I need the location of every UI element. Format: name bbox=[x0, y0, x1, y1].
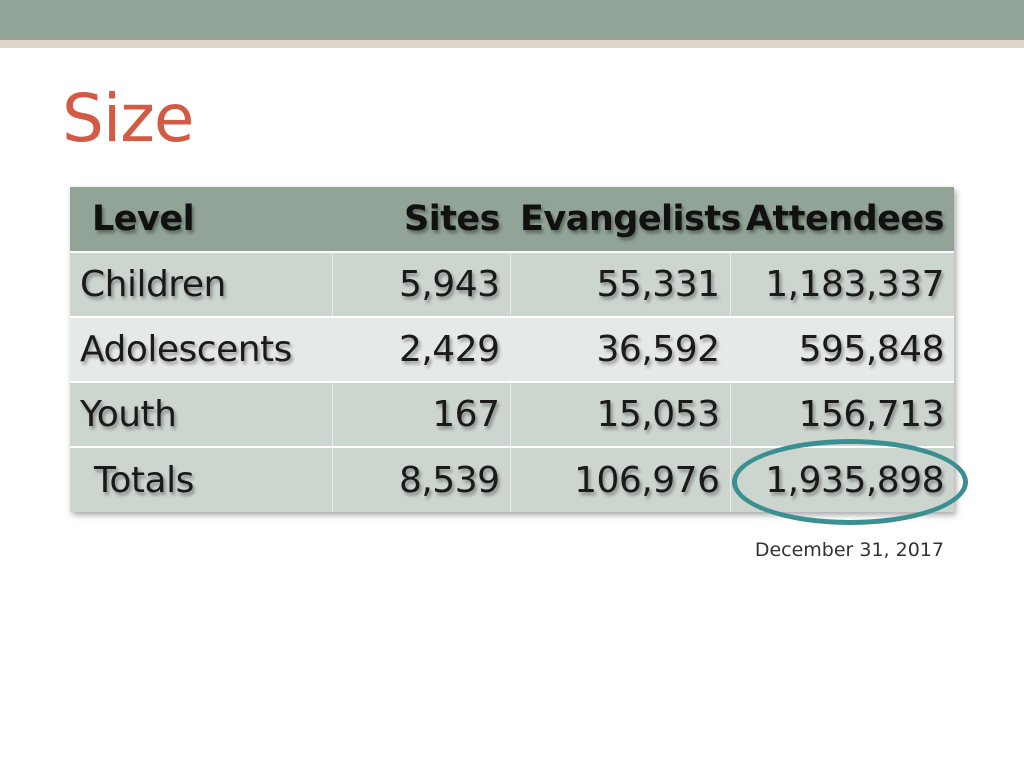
row-attendees: 156,713 bbox=[730, 382, 954, 447]
table-row bbox=[70, 317, 954, 382]
as-of-date: December 31, 2017 bbox=[754, 539, 944, 561]
table-row bbox=[70, 382, 954, 447]
row-sites: 5,943 bbox=[332, 252, 510, 317]
table-header-row bbox=[70, 187, 954, 252]
row-level: Adolescents bbox=[70, 317, 332, 382]
totals-sites: 8,539 bbox=[332, 447, 510, 512]
top-header-band bbox=[0, 0, 1024, 40]
row-level: Children bbox=[70, 252, 332, 317]
totals-label: Totals bbox=[70, 447, 332, 512]
totals-evangelists: 106,976 bbox=[510, 447, 730, 512]
slide-title: Size bbox=[62, 80, 194, 157]
row-sites: 167 bbox=[332, 382, 510, 447]
row-evangelists: 36,592 bbox=[510, 317, 730, 382]
header-evangelists: Evangelists bbox=[510, 187, 730, 252]
highlight-oval bbox=[732, 439, 968, 525]
top-header-accent-line bbox=[0, 40, 1024, 48]
row-attendees: 1,183,337 bbox=[730, 252, 954, 317]
header-sites: Sites bbox=[332, 187, 510, 252]
row-evangelists: 15,053 bbox=[510, 382, 730, 447]
row-sites: 2,429 bbox=[332, 317, 510, 382]
row-attendees: 595,848 bbox=[730, 317, 954, 382]
row-level: Youth bbox=[70, 382, 332, 447]
header-attendees: Attendees bbox=[730, 187, 954, 252]
row-evangelists: 55,331 bbox=[510, 252, 730, 317]
totals-attendees: 1,935,898 bbox=[730, 447, 954, 512]
header-level: Level bbox=[70, 187, 332, 252]
table-row bbox=[70, 252, 954, 317]
